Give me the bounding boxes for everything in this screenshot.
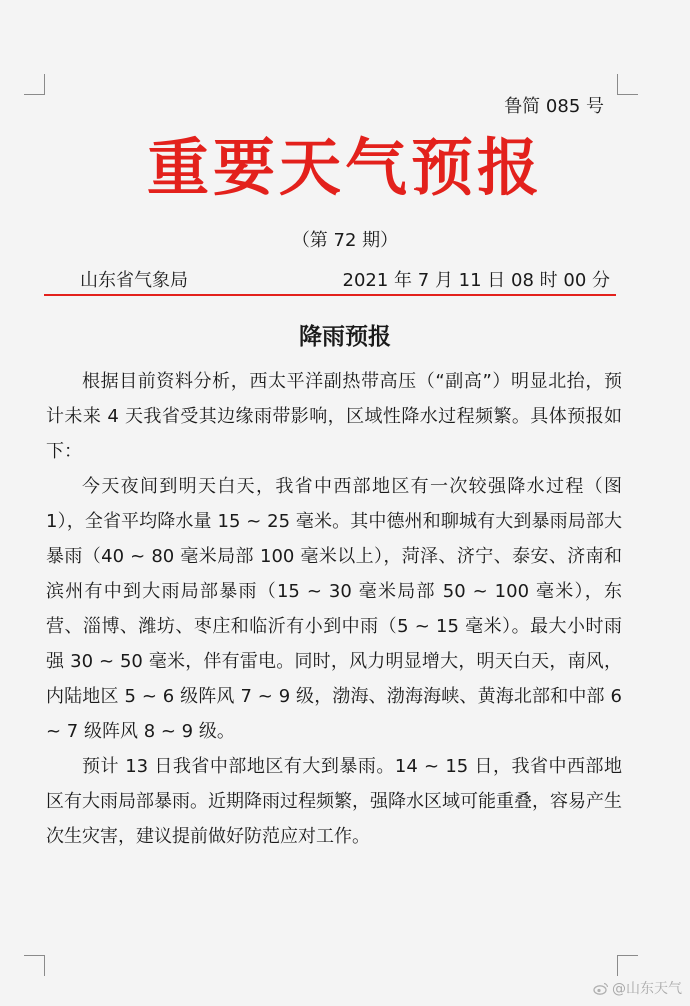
document-number: 鲁简 085 号 [504,96,604,117]
issue-number: （第 72 期） [291,230,399,251]
paragraph: 预计 13 日我省中部地区有大到暴雨。14 ~ 15 日，我省中西部地区有大雨局部暴雨。近期降雨过程频繁，强降水区域可能重叠，容易产生次生灾害，建议提前做好防范应对工作。 [46,756,622,847]
watermark-text: @山东天气 [612,981,682,997]
weibo-icon [593,982,609,995]
red-divider [44,294,616,296]
section-heading: 降雨预报 [299,324,391,350]
crop-mark-bottom-right [617,955,638,976]
crop-mark-top-right [617,74,638,95]
body-text [46,364,622,854]
document-title: 重要天气预报 [146,131,543,204]
watermark [593,978,682,998]
crop-mark-bottom-left [24,955,45,976]
paragraph: 今天夜间到明天白天，我省中西部地区有一次较强降水过程（图 1），全省平均降水量 15 ~ 25 毫米。其中德州和聊城有大到暴雨局部大暴雨（40 ~ 80 毫米局部 100 毫米以上），菏泽、济宁、泰安、济南和滨州有中到大雨局部暴雨（15 ~ 30 毫米局部 50 ~ 100 毫米），东营、淄博、潍坊、枣庄和临沂有小到中雨（5 ~ 15 毫米）。最大小时雨强 30 ~ 50 毫米，伴有雷电。同时，风力明显增大，明天白天，南风，内陆地区 5 ~ 6 级阵风 7 ~ 9 级，渤海、渤海海峡、黄海北部和中部 6 ~ 7 级阵风 8 ~ 9 级。 [46,476,622,742]
issuer: 山东省气象局 [80,270,188,291]
paragraph: 根据目前资料分析，西太平洋副热带高压（“副高”）明显北抬，预计未来 4 天我省受其边缘雨带影响，区域性降水过程频繁。具体预报如下： [46,371,622,462]
crop-mark-top-left [24,74,45,95]
issue-date: 2021 年 7 月 11 日 08 时 00 分 [342,270,610,291]
